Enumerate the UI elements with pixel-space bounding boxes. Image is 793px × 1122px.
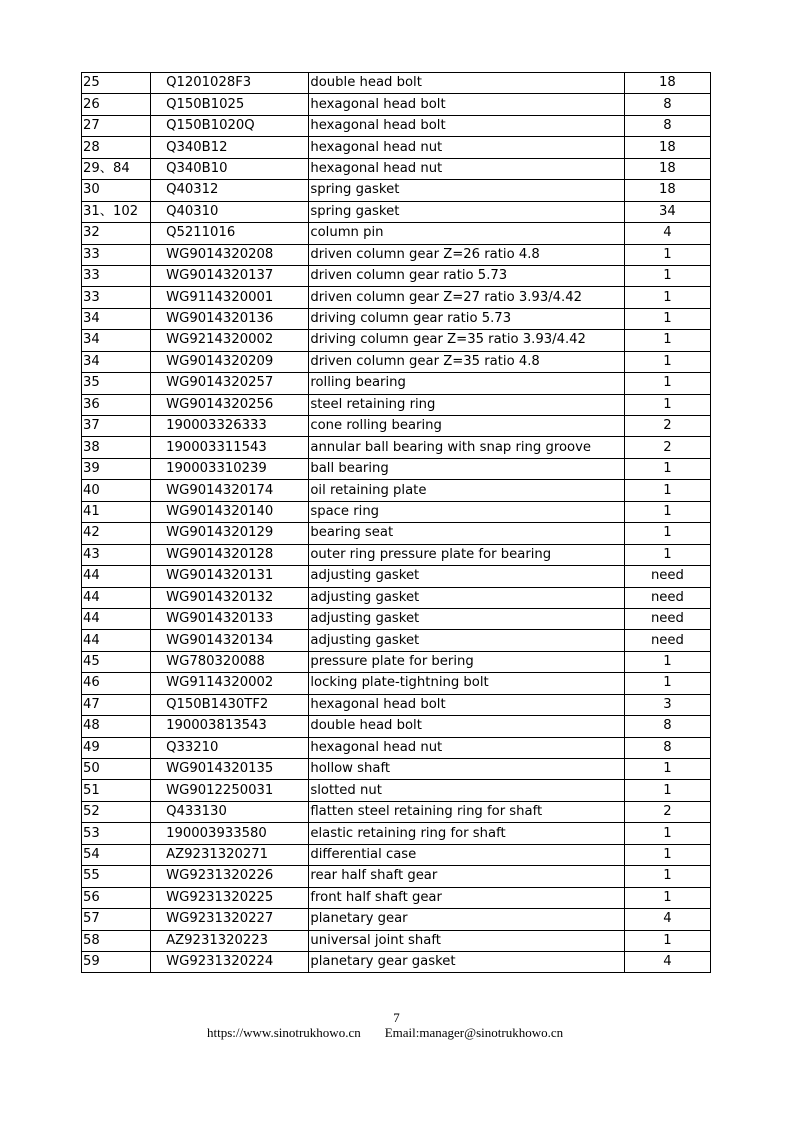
table-row [82,909,711,930]
cell-part-code: WG9114320001 [151,287,309,308]
table-row [82,201,711,222]
cell-part-code: WG9114320002 [151,673,309,694]
table-row [82,737,711,758]
cell-item-no: 34 [82,308,151,329]
cell-item-no: 50 [82,759,151,780]
cell-part-name: column pin [309,223,625,244]
cell-part-code: Q5211016 [151,223,309,244]
cell-part-name: hexagonal head bolt [309,694,625,715]
cell-item-no: 33 [82,244,151,265]
table-row [82,673,711,694]
cell-quantity: need [624,566,710,587]
cell-part-code: WG9014320174 [151,480,309,501]
cell-part-name: ball bearing [309,458,625,479]
cell-part-name: driven column gear ratio 5.73 [309,265,625,286]
cell-item-no: 59 [82,951,151,972]
cell-quantity: 4 [624,223,710,244]
cell-part-name: hollow shaft [309,759,625,780]
cell-part-name: universal joint shaft [309,930,625,951]
cell-item-no: 28 [82,137,151,158]
cell-item-no: 48 [82,716,151,737]
cell-quantity: 1 [624,287,710,308]
cell-item-no: 39 [82,458,151,479]
table-row [82,716,711,737]
table-row [82,373,711,394]
cell-part-code: WG9014320257 [151,373,309,394]
table-row [82,630,711,651]
table-row [82,523,711,544]
cell-part-code: WG9014320133 [151,608,309,629]
cell-part-name: spring gasket [309,201,625,222]
cell-part-code: 190003311543 [151,437,309,458]
cell-item-no: 46 [82,673,151,694]
cell-quantity: 3 [624,694,710,715]
cell-part-name: driven column gear Z=27 ratio 3.93/4.42 [309,287,625,308]
cell-quantity: 4 [624,951,710,972]
cell-item-no: 51 [82,780,151,801]
table-row [82,608,711,629]
cell-part-name: planetary gear [309,909,625,930]
table-row [82,780,711,801]
cell-quantity: 1 [624,544,710,565]
cell-quantity: 1 [624,887,710,908]
cell-item-no: 44 [82,566,151,587]
cell-item-no: 52 [82,801,151,822]
cell-part-name: space ring [309,501,625,522]
table-row [82,566,711,587]
cell-part-code: WG9014320135 [151,759,309,780]
cell-part-code: 190003813543 [151,716,309,737]
cell-part-code: WG9231320225 [151,887,309,908]
cell-quantity: 1 [624,351,710,372]
cell-quantity: 4 [624,909,710,930]
cell-part-code: WG780320088 [151,651,309,672]
cell-quantity: 1 [624,523,710,544]
cell-quantity: 2 [624,416,710,437]
cell-part-code: 190003933580 [151,823,309,844]
cell-part-name: locking plate-tightning bolt [309,673,625,694]
cell-part-name: rear half shaft gear [309,866,625,887]
table-row [82,437,711,458]
cell-part-code: WG9012250031 [151,780,309,801]
cell-part-code: WG9014320209 [151,351,309,372]
cell-part-name: double head bolt [309,716,625,737]
cell-part-name: steel retaining ring [309,394,625,415]
cell-quantity: 2 [624,801,710,822]
cell-item-no: 44 [82,587,151,608]
table-row [82,180,711,201]
cell-quantity: 8 [624,94,710,115]
cell-part-name: hexagonal head nut [309,137,625,158]
table-row [82,330,711,351]
table-row [82,115,711,136]
cell-part-code: WG9014320129 [151,523,309,544]
cell-part-name: double head bolt [309,73,625,94]
cell-item-no: 42 [82,523,151,544]
cell-item-no: 53 [82,823,151,844]
table-row [82,394,711,415]
cell-item-no: 58 [82,930,151,951]
cell-part-code: WG9014320131 [151,566,309,587]
table-row [82,759,711,780]
cell-part-name: differential case [309,844,625,865]
table-row [82,287,711,308]
cell-quantity: 1 [624,265,710,286]
cell-quantity: need [624,608,710,629]
cell-quantity: 1 [624,308,710,329]
cell-part-name: driving column gear Z=35 ratio 3.93/4.42 [309,330,625,351]
cell-quantity: 1 [624,759,710,780]
table-row [82,458,711,479]
cell-part-code: WG9014320136 [151,308,309,329]
cell-part-code: Q40312 [151,180,309,201]
table-row [82,951,711,972]
parts-table [81,72,711,973]
cell-part-code: Q150B1025 [151,94,309,115]
cell-part-name: cone rolling bearing [309,416,625,437]
cell-item-no: 57 [82,909,151,930]
cell-item-no: 27 [82,115,151,136]
cell-quantity: 1 [624,373,710,394]
cell-item-no: 25 [82,73,151,94]
table-row [82,244,711,265]
cell-part-code: Q40310 [151,201,309,222]
table-row [82,416,711,437]
cell-part-name: outer ring pressure plate for bearing [309,544,625,565]
cell-part-code: WG9014320128 [151,544,309,565]
table-row [82,866,711,887]
cell-item-no: 40 [82,480,151,501]
cell-item-no: 44 [82,608,151,629]
cell-part-name: hexagonal head bolt [309,94,625,115]
cell-part-code: Q150B1020Q [151,115,309,136]
parts-table-body [82,73,711,973]
cell-part-code: WG9014320132 [151,587,309,608]
cell-part-name: rolling bearing [309,373,625,394]
table-row [82,351,711,372]
cell-quantity: 1 [624,458,710,479]
cell-item-no: 33 [82,265,151,286]
cell-quantity: 18 [624,137,710,158]
cell-quantity: 1 [624,673,710,694]
cell-part-name: flatten steel retaining ring for shaft [309,801,625,822]
cell-quantity: 1 [624,651,710,672]
cell-part-name: hexagonal head nut [309,158,625,179]
table-row [82,94,711,115]
cell-part-name: spring gasket [309,180,625,201]
cell-item-no: 55 [82,866,151,887]
cell-part-code: WG9231320224 [151,951,309,972]
cell-quantity: 1 [624,480,710,501]
table-row [82,544,711,565]
cell-quantity: 34 [624,201,710,222]
table-row [82,480,711,501]
cell-part-code: WG9014320208 [151,244,309,265]
cell-part-name: pressure plate for bering [309,651,625,672]
cell-item-no: 31、102 [82,201,151,222]
cell-part-code: WG9014320137 [151,265,309,286]
table-row [82,308,711,329]
cell-part-name: driving column gear ratio 5.73 [309,308,625,329]
table-row [82,651,711,672]
cell-quantity: 1 [624,244,710,265]
cell-item-no: 34 [82,351,151,372]
cell-quantity: 1 [624,823,710,844]
cell-part-name: slotted nut [309,780,625,801]
cell-quantity: 8 [624,115,710,136]
cell-quantity: 1 [624,394,710,415]
cell-quantity: 18 [624,180,710,201]
table-row [82,823,711,844]
cell-part-name: planetary gear gasket [309,951,625,972]
footer-email: Email:manager@sinotrukhowo.cn [384,1025,564,1040]
cell-part-name: front half shaft gear [309,887,625,908]
cell-part-code: 190003310239 [151,458,309,479]
cell-part-code: Q340B10 [151,158,309,179]
cell-part-code: AZ9231320271 [151,844,309,865]
table-row [82,223,711,244]
cell-part-code: Q33210 [151,737,309,758]
cell-part-code: Q340B12 [151,137,309,158]
cell-part-code: Q433130 [151,801,309,822]
footer-website: https://www.sinotrukhowo.cn [207,1025,361,1040]
cell-quantity: 8 [624,737,710,758]
table-row [82,694,711,715]
cell-part-name: annular ball bearing with snap ring groove [309,437,625,458]
table-row [82,887,711,908]
cell-quantity: 1 [624,501,710,522]
cell-part-name: hexagonal head nut [309,737,625,758]
cell-quantity: 2 [624,437,710,458]
cell-item-no: 29、84 [82,158,151,179]
cell-part-code: 190003326333 [151,416,309,437]
cell-item-no: 44 [82,630,151,651]
cell-part-name: hexagonal head bolt [309,115,625,136]
cell-part-code: WG9014320134 [151,630,309,651]
table-row [82,930,711,951]
cell-part-name: elastic retaining ring for shaft [309,823,625,844]
cell-item-no: 37 [82,416,151,437]
cell-part-code: WG9214320002 [151,330,309,351]
cell-quantity: 18 [624,73,710,94]
cell-item-no: 34 [82,330,151,351]
cell-part-name: oil retaining plate [309,480,625,501]
cell-part-name: adjusting gasket [309,566,625,587]
cell-part-code: WG9231320227 [151,909,309,930]
cell-item-no: 33 [82,287,151,308]
cell-part-code: WG9231320226 [151,866,309,887]
table-row [82,587,711,608]
cell-quantity: 8 [624,716,710,737]
footer-contact [207,1025,563,1041]
cell-part-name: bearing seat [309,523,625,544]
cell-item-no: 41 [82,501,151,522]
table-row [82,73,711,94]
table-row [82,501,711,522]
cell-item-no: 54 [82,844,151,865]
cell-item-no: 49 [82,737,151,758]
cell-part-code: Q150B1430TF2 [151,694,309,715]
cell-item-no: 32 [82,223,151,244]
table-row [82,158,711,179]
cell-quantity: 1 [624,844,710,865]
cell-item-no: 45 [82,651,151,672]
table-row [82,844,711,865]
cell-quantity: need [624,630,710,651]
cell-quantity: 1 [624,780,710,801]
cell-part-name: adjusting gasket [309,608,625,629]
cell-item-no: 26 [82,94,151,115]
cell-quantity: 1 [624,930,710,951]
cell-quantity: 1 [624,866,710,887]
cell-item-no: 38 [82,437,151,458]
cell-quantity: 18 [624,158,710,179]
table-row [82,801,711,822]
cell-part-name: adjusting gasket [309,587,625,608]
cell-quantity: need [624,587,710,608]
cell-item-no: 56 [82,887,151,908]
cell-part-code: WG9014320256 [151,394,309,415]
cell-item-no: 35 [82,373,151,394]
cell-part-name: adjusting gasket [309,630,625,651]
page-number: 7 [393,1010,400,1025]
cell-part-code: Q1201028F3 [151,73,309,94]
table-row [82,137,711,158]
cell-part-name: driven column gear Z=26 ratio 4.8 [309,244,625,265]
cell-item-no: 30 [82,180,151,201]
cell-part-name: driven column gear Z=35 ratio 4.8 [309,351,625,372]
cell-item-no: 47 [82,694,151,715]
cell-item-no: 36 [82,394,151,415]
cell-item-no: 43 [82,544,151,565]
table-row [82,265,711,286]
cell-part-code: AZ9231320223 [151,930,309,951]
cell-part-code: WG9014320140 [151,501,309,522]
cell-quantity: 1 [624,330,710,351]
